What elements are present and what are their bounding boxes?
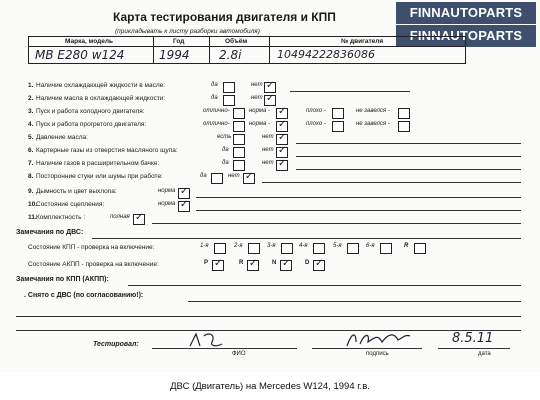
item-label: Картерные газы из отверстия масляного щупа: (36, 147, 178, 154)
checkbox[interactable] (214, 243, 226, 254)
option-label: нет (262, 134, 274, 140)
akpp-row (0, 260, 540, 272)
option-label: плохо - (306, 108, 326, 114)
watermark-logo-top: FINNAUTOPARTS (396, 2, 536, 24)
item-number: 11. (28, 214, 37, 221)
option-label: да (200, 173, 207, 179)
tested-by-label: Тестировал: (93, 341, 139, 348)
model-value: MB E280 w124 (35, 48, 125, 62)
fill-line (152, 223, 521, 224)
option-label: нет (251, 95, 263, 101)
option-label: да (211, 82, 218, 88)
checkbox[interactable] (233, 147, 245, 158)
checkmark-icon: ✓ (266, 80, 275, 91)
checkbox[interactable] (248, 243, 260, 254)
checkmark-icon: ✓ (266, 93, 275, 104)
image-caption: ДВС (Двигатель) на Mercedes W124, 1994 г.в. (170, 381, 370, 392)
item-row (0, 214, 540, 226)
signature-label: подпись (366, 351, 389, 357)
header-table (28, 36, 466, 64)
engine-no-value: 10494222836086 (277, 48, 375, 61)
checkbox[interactable] (414, 243, 426, 254)
fill-line (290, 91, 410, 92)
option-label: нет (251, 82, 263, 88)
fill-line (296, 169, 521, 170)
signature-line (438, 348, 510, 349)
checkbox[interactable] (332, 121, 344, 132)
col-model-header: Марка, модель (65, 38, 114, 45)
item-label: Посторонние стуки или шумы при работе: (36, 173, 163, 180)
item-number: 6. (28, 147, 34, 154)
item-number: 7. (28, 160, 34, 167)
checkbox[interactable] (332, 108, 344, 119)
item-row (0, 201, 540, 213)
checkmark-icon: ✓ (245, 171, 254, 182)
checkbox[interactable] (233, 160, 245, 171)
option-label: да (222, 147, 229, 153)
kpp-check-label: Состояние КПП - проверка на включение: (28, 244, 155, 251)
item-row (0, 147, 540, 159)
item-row (0, 160, 540, 172)
fio-label: ФИО (232, 351, 246, 357)
option-label: плохо - (306, 121, 326, 127)
checkmark-icon: ✓ (278, 158, 287, 169)
dvs-remarks-heading: Замечания по ДВС: (16, 229, 84, 236)
fill-line (92, 238, 521, 239)
option-label: норма - (249, 121, 271, 127)
item-number: 4. (28, 121, 34, 128)
item-label: Наличие газов в расширительном бачке: (36, 160, 160, 167)
gear-label: 3-я (267, 243, 276, 249)
option-label: норма (158, 201, 176, 207)
checkmark-icon: ✓ (135, 212, 144, 223)
gear-label: 2-я (234, 243, 243, 249)
akpp-mode-label: N (272, 260, 277, 266)
year-value: 1994 (159, 48, 190, 62)
checkbox[interactable] (223, 82, 235, 93)
gear-label: 4-я (299, 243, 308, 249)
fill-line (16, 330, 521, 331)
checkmark-icon: ✓ (278, 145, 287, 156)
checkmark-icon: ✓ (315, 258, 324, 269)
item-number: 9. (28, 188, 34, 195)
fill-line (128, 285, 521, 286)
item-label: Пуск и работа прогретого двигателя: (36, 121, 147, 128)
option-label: отлично- (203, 108, 230, 114)
checkbox[interactable] (380, 243, 392, 254)
checkbox[interactable] (233, 121, 245, 132)
gear-label: 5-я (333, 243, 342, 249)
gear-label: 1-я (200, 243, 209, 249)
item-number: 8. (28, 173, 34, 180)
option-label: есть (217, 134, 232, 140)
akpp-mode-label: P (204, 260, 209, 266)
volume-value: 2.8i (219, 48, 242, 62)
fill-line (296, 143, 521, 144)
item-row (0, 95, 540, 107)
form-subtitle: (прикладывать к листу разборки автомобиля) (115, 28, 260, 35)
item-row (0, 108, 540, 120)
item-row (0, 121, 540, 133)
item-label: Пуск и работа холодного двигателя: (36, 108, 145, 115)
option-label: не завелся - (356, 121, 390, 127)
item-label: Дымность и цвет выхлопа: (36, 188, 117, 195)
option-label: нет (262, 147, 274, 153)
item-label: Давление масла: (36, 134, 88, 141)
initials-signature (186, 330, 230, 350)
col-volume-header: Объём (225, 38, 248, 45)
item-number: 1. (28, 82, 34, 89)
date-label: дата (478, 351, 491, 357)
col-engine-header: № двигателя (341, 38, 384, 45)
checkbox[interactable] (398, 108, 410, 119)
akpp-mode-label: D (305, 260, 310, 266)
item-row (0, 173, 540, 185)
checkbox[interactable] (211, 173, 223, 184)
form-title: Карта тестирования двигателя и КПП (113, 10, 336, 24)
option-label: норма - (249, 108, 271, 114)
item-number: 3. (28, 108, 34, 115)
checkmark-icon: ✓ (180, 199, 189, 210)
checkbox[interactable] (398, 121, 410, 132)
col-year-header: Год (173, 38, 185, 45)
akpp-mode-label: R (239, 260, 244, 266)
option-label: не завелся - (356, 108, 390, 114)
option-label: нет (228, 173, 240, 179)
item-label: Наличие охлаждающей жидкости в масле: (36, 82, 166, 89)
option-label: да (222, 160, 229, 166)
checkbox[interactable] (233, 108, 245, 119)
option-label: полная (110, 214, 130, 220)
checkmark-icon: ✓ (282, 258, 291, 269)
checkmark-icon: ✓ (180, 186, 189, 197)
item-row (0, 188, 540, 200)
checkbox[interactable] (281, 243, 293, 254)
date-value: 8.5.11 (452, 331, 494, 346)
fill-line (16, 316, 521, 317)
checkmark-icon: ✓ (249, 258, 258, 269)
checkmark-icon: ✓ (278, 132, 287, 143)
option-label: нет (262, 160, 274, 166)
fill-line (196, 210, 521, 211)
handwritten-signature (344, 328, 414, 350)
fill-line (296, 156, 521, 157)
fill-line (262, 182, 521, 183)
option-label: норма (158, 188, 176, 194)
checkbox[interactable] (233, 134, 245, 145)
gear-row (0, 243, 540, 255)
item-label: Состояние сцепления: (36, 201, 105, 208)
item-number: 5. (28, 134, 34, 141)
watermark-logo-bottom: FINNAUTOPARTS (396, 25, 536, 47)
fill-line (196, 197, 521, 198)
checkmark-icon: ✓ (278, 119, 287, 130)
fill-line (188, 301, 521, 302)
checkmark-icon: ✓ (214, 258, 223, 269)
gear-label: 6-я (366, 243, 375, 249)
item-label: Наличие масла в охлаждающей жидкости: (36, 95, 166, 102)
gear-label: R (404, 243, 409, 249)
removed-heading: . Снято с ДВС (по согласованию!): (24, 292, 144, 299)
option-label: да (211, 95, 218, 101)
checkmark-icon: ✓ (278, 106, 287, 117)
akpp-check-label: Состояние АКПП - проверка на включение: (28, 261, 159, 268)
checkbox[interactable] (347, 243, 359, 254)
option-label: отлично- (203, 121, 230, 127)
item-number: 10. (28, 201, 38, 208)
checkbox[interactable] (223, 95, 235, 106)
checkbox[interactable] (313, 243, 325, 254)
kpp-remarks-heading: Замечания по КПП (АКПП): (16, 276, 109, 283)
item-label: Комплектность : (36, 214, 86, 221)
item-row (0, 134, 540, 146)
item-number: 2. (28, 95, 34, 102)
